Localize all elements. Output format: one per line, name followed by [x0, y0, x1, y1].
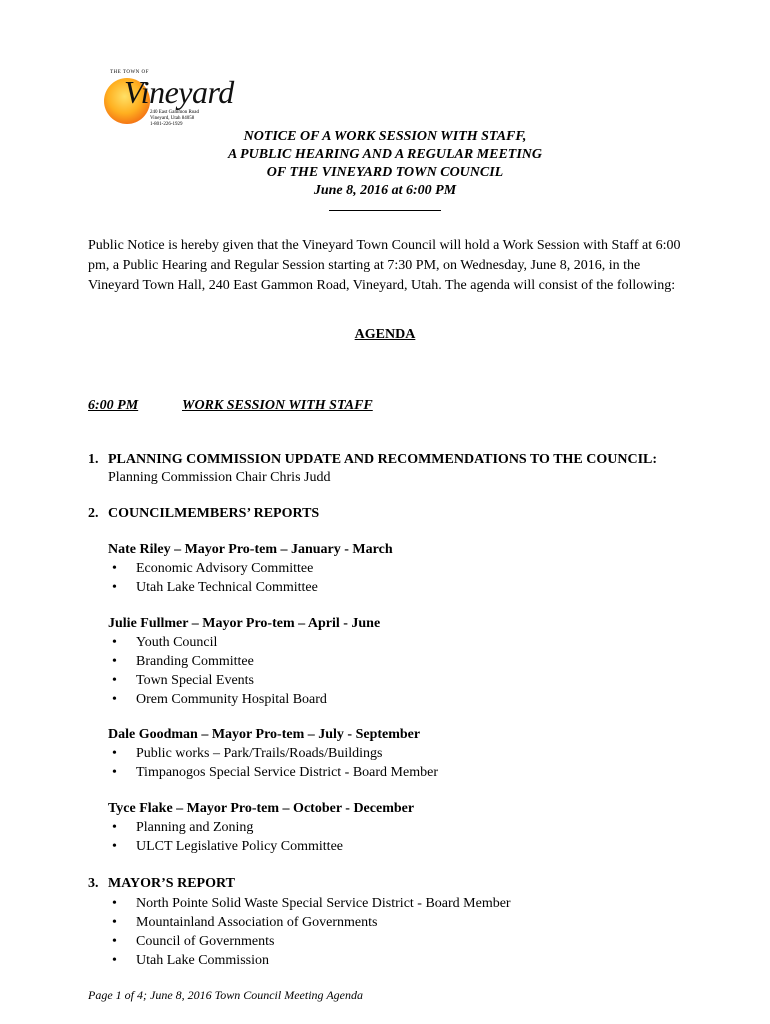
- logo-address-line: 1-801-226-1929: [150, 122, 183, 127]
- logo-word: Vineyard: [124, 74, 234, 110]
- item-number: 1.: [88, 452, 99, 467]
- member-list: [108, 744, 438, 782]
- list-item: • Mountainland Association of Governments: [108, 913, 511, 932]
- logo-small-text: THE TOWN OF: [110, 70, 149, 75]
- member-report: [108, 540, 393, 597]
- logo-address: [150, 110, 199, 128]
- list-item: • Economic Advisory Committee: [108, 559, 393, 578]
- list-item: • Town Special Events: [108, 671, 380, 690]
- agenda-item-3: [88, 875, 668, 893]
- list-item: • North Pointe Solid Waste Special Service District - Board Member: [108, 894, 511, 913]
- list-item: • ULCT Legislative Policy Committee: [108, 837, 414, 856]
- work-session-title: WORK SESSION WITH STAFF: [182, 398, 373, 413]
- list-item: • Public works – Park/Trails/Roads/Buildings: [108, 744, 438, 763]
- list-item: • Timpanogos Special Service District - Board Member: [108, 763, 438, 782]
- item-title: COUNCILMEMBERS’ REPORTS: [108, 506, 320, 521]
- member-name: Nate Riley – Mayor Pro-tem – January - March: [108, 542, 393, 557]
- title-line: A PUBLIC HEARING AND A REGULAR MEETING: [227, 147, 543, 162]
- item-title: PLANNING COMMISSION UPDATE AND RECOMMENDATIONS TO THE COUNCIL:: [108, 452, 658, 467]
- town-logo: [100, 70, 240, 130]
- logo-address-line: Vineyard, Utah 84058: [150, 116, 195, 121]
- member-list: [108, 818, 414, 856]
- member-report: [108, 614, 380, 709]
- list-item: • Utah Lake Commission: [108, 951, 511, 970]
- intro-paragraph: Public Notice is hereby given that the Vineyard Town Council will hold a Work Session with Staff at 6:00 pm, a Public Hearing and Regular Session starting at 7:30 PM, on Wednesday, June 8, 2016, in the Vineyard Town Hall, 240 East Gammon Road, Vineyard, Utah. The agenda will consist of the following:: [88, 238, 681, 293]
- title-divider: [329, 210, 441, 211]
- list-item: • Council of Governments: [108, 932, 511, 951]
- member-report: [108, 725, 438, 782]
- member-name: Tyce Flake – Mayor Pro-tem – October - December: [108, 801, 415, 816]
- title-line: NOTICE OF A WORK SESSION WITH STAFF,: [243, 129, 527, 144]
- item-text: [108, 451, 668, 487]
- agenda-item-2: [88, 505, 668, 523]
- member-name: Dale Goodman – Mayor Pro-tem – July - September: [108, 727, 421, 742]
- mayor-list: [108, 894, 511, 970]
- member-report: [108, 799, 414, 856]
- page-footer: Page 1 of 4; June 8, 2016 Town Council Meeting Agenda: [88, 988, 363, 1002]
- mayor-report-list: [108, 894, 511, 970]
- list-item: • Orem Community Hospital Board: [108, 690, 380, 709]
- member-name: Julie Fullmer – Mayor Pro-tem – April - June: [108, 616, 381, 631]
- list-item: • Planning and Zoning: [108, 818, 414, 837]
- item-number: 2.: [88, 506, 99, 521]
- list-item: • Youth Council: [108, 633, 380, 652]
- list-item: • Branding Committee: [108, 652, 380, 671]
- agenda-heading: AGENDA: [354, 327, 416, 342]
- item-number: 3.: [88, 876, 99, 891]
- title-date: June 8, 2016 at 6:00 PM: [313, 183, 457, 198]
- work-session-time: 6:00 PM: [88, 398, 139, 413]
- item-title: MAYOR’S REPORT: [108, 876, 235, 891]
- agenda-item-1: [88, 451, 668, 487]
- list-item: • Utah Lake Technical Committee: [108, 578, 393, 597]
- item-detail: Planning Commission Chair Chris Judd: [108, 470, 331, 485]
- title-line: OF THE VINEYARD TOWN COUNCIL: [266, 165, 504, 180]
- member-list: [108, 559, 393, 597]
- logo-address-line: 240 East Gammon Road: [150, 110, 200, 115]
- notice-title: [0, 128, 770, 211]
- member-list: [108, 633, 380, 709]
